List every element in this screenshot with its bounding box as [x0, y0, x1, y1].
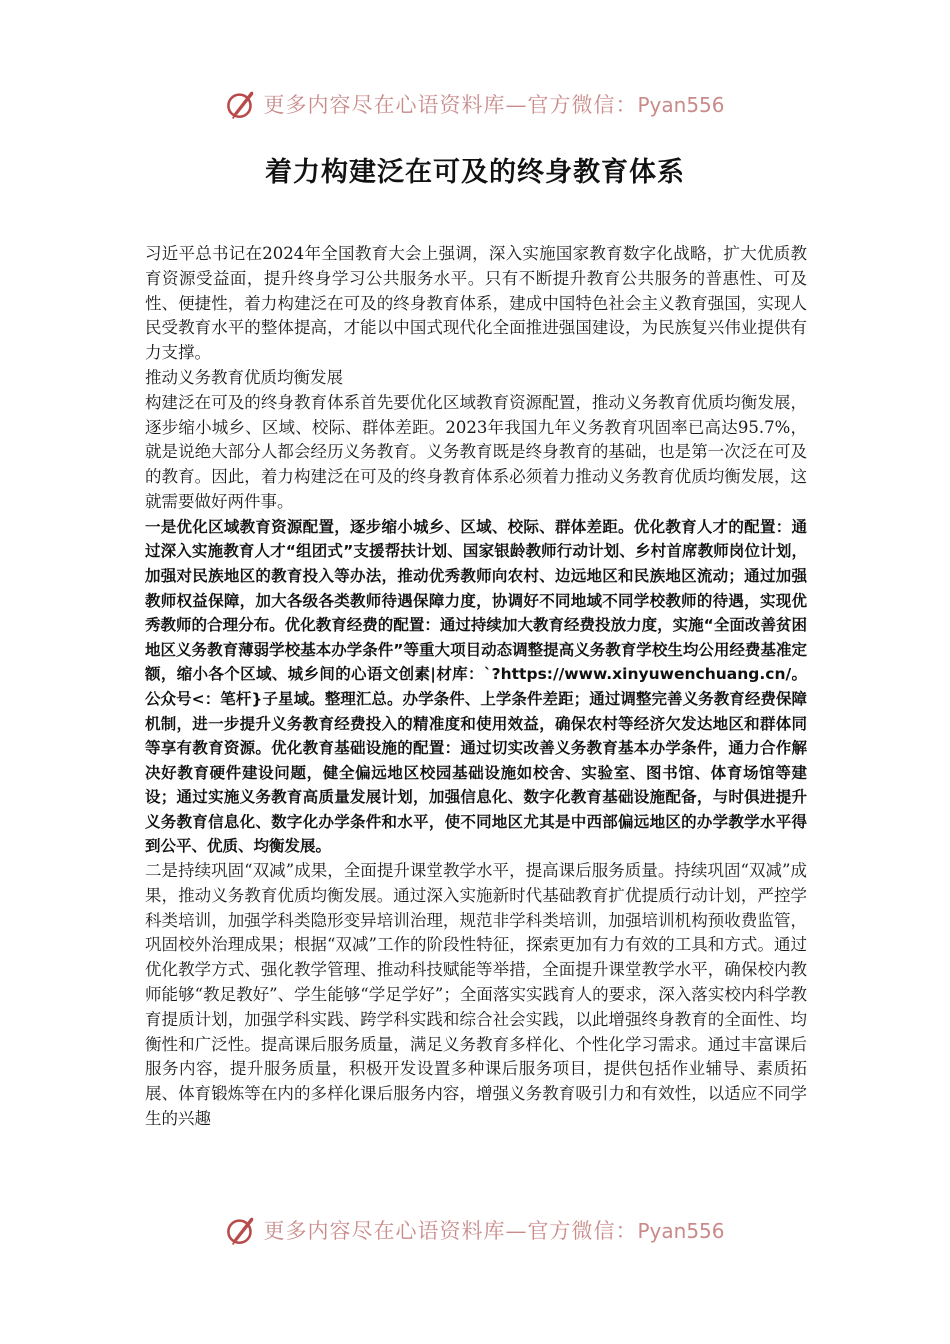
document-body [145, 242, 807, 1192]
section-paragraph-2: 一是优化区域教育资源配置，逐步缩小城乡、区域、校际、群体差距。优化教育人才的配置：通过深入实施教育人才“组团式”支援帮扶计划、国家银龄教师行动计划、乡村首席教师岗位计划，加强对民族地区的教育投入等办法，推动优秀教师向农村、边远地区和民族地区流动；通过加强教师权益保障，加大各级各类教师待遇保障力度，协调好不同地域不同学校教师的待遇，实现优秀教师的合理分布。优化教育经费的配置：通过持续加大教育经费投放力度，实施“全面改善贫困地区义务教育薄弱学校基本办学条件”等重大项目动态调整提高义务教育学校生均公用经费基准定额，缩小各个区域、城乡间的心语文创素|材库：`?https://www.xinyuwenchuang.cn/。公众号<：笔杆}子星域。整理汇总。办学条件、上学条件差距；通过调整完善义务教育经费保障机制，进一步提升义务教育经费投入的精准度和使用效益，确保农村等经济欠发达地区和群体同等享有教育资源。优化教育基础设施的配置：通过切实改善义务教育基本办学条件，通力合作解决好教育硬件建设问题，健全偏远地区校园基础设施如校舍、实验室、图书馆、体育场馆等建设；通过实施义务教育高质量发展计划，加强信息化、数字化教育基础设施配备，与时俱进提升义务教育信息化、数字化办学条件和水平，使不同地区尤其是中西部偏远地区的办学教学水平得到公平、优质、均衡发展。 [145, 517, 807, 856]
footer-watermark-banner [0, 1210, 950, 1250]
intro-paragraph: 习近平总书记在2024年全国教育大会上强调，深入实施国家教育数字化战略，扩大优质教育资源受益面，提升终身学习公共服务水平。只有不断提升教育公共服务的普惠性、可及性、便捷性，着力构建泛在可及的终身教育体系，建成中国特色社会主义教育强国，实现人民受教育水平的整体提高，才能以中国式现代化全面推进强国建设，为民族复兴伟业提供有力支撑。 [145, 244, 807, 363]
header-watermark-banner [0, 84, 950, 124]
document-title: 着力构建泛在可及的终身教育体系 [265, 157, 685, 188]
banner-text: 更多内容尽在心语资料库—官方微信：Pyan556 [263, 1219, 725, 1243]
quill-pen-logo-icon [225, 1213, 259, 1247]
section-paragraph-1: 构建泛在可及的终身教育体系首先要优化区域教育资源配置，推动义务教育优质均衡发展，逐步缩小城乡、区域、校际、群体差距。2023年我国九年义务教育巩固率已高达95.7%，就是说绝大部分人都会经历义务教育。义务教育既是终身教育的基础，也是第一次泛在可及的教育。因此，着力构建泛在可及的终身教育体系必须着力推动义务教育优质均衡发展，这就需要做好两件事。 [145, 392, 807, 511]
section-heading: 推动义务教育优质均衡发展 [145, 367, 343, 387]
section-paragraph-3: 二是持续巩固“双减”成果，全面提升课堂教学水平，提高课后服务质量。持续巩固“双减”成果，推动义务教育优质均衡发展。通过深入实施新时代基础教育扩优提质行动计划，严控学科类培训，加强学科类隐形变异培训治理，规范非学科类培训，加强培训机构预收费监管，巩固校外治理成果；根据“双减”工作的阶段性特征，探索更加有力有效的工具和方式。通过优化教学方式、强化教学管理、推动科技赋能等举措，全面提升课堂教学水平，确保校内教师能够“教足教好”、学生能够“学足学好”；全面落实实践育人的要求，深入落实校内科学教育提质计划，加强学科实践、跨学科实践和综合社会实践，以此增强终身教育的全面性、均衡性和广泛性。提高课后服务质量，满足义务教育多样化、个性化学习需求。通过丰富课后服务内容，提升服务质量，积极开发设置多种课后服务项目，提供包括作业辅导、素质拓展、体育锻炼等在内的多样化课后服务内容，增强义务教育吸引力和有效性，以适应不同学生的兴趣 [145, 861, 807, 1129]
quill-pen-logo-icon [225, 87, 259, 121]
wechat-id: Pyan556 [637, 1219, 725, 1243]
banner-text: 更多内容尽在心语资料库—官方微信：Pyan556 [263, 93, 725, 117]
wechat-id: Pyan556 [637, 93, 725, 117]
